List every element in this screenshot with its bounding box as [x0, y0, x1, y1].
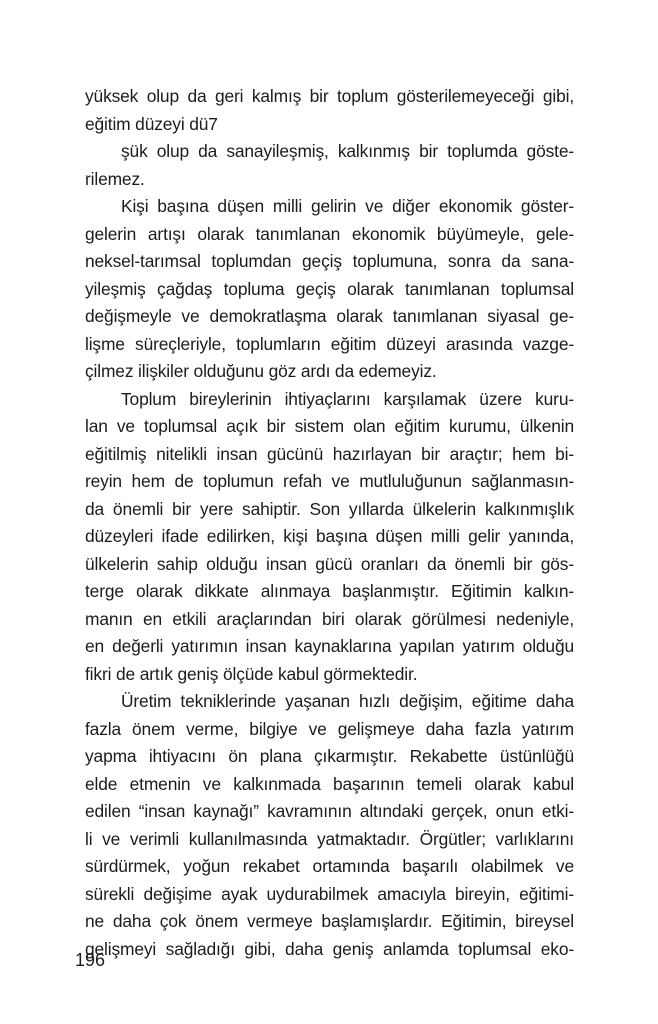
- text-line: eğitilmiş nitelikli insan gücünü hazırlayan bir araçtır; hem bi-: [85, 443, 574, 464]
- text-line: gelerin artışı olarak tanımlanan ekonomik büyümeyle, gele-: [85, 223, 574, 244]
- text-line: Üretim tekniklerinde yaşanan hızlı değişim, eğitime daha: [121, 691, 574, 711]
- paragraph-5: [85, 688, 574, 963]
- text-line: lişme süreçleriyle, toplumların eğitim düzeyi arasında vazge-: [85, 333, 574, 354]
- text-line: manın en etkili araçlarından biri olarak görülmesi nedeniyle,: [85, 608, 574, 629]
- text-line: düzeyleri ifade edilirken, kişi başına düşen milli gelir yanında,: [85, 526, 574, 546]
- text-line: eğitim düzeyi dü7: [85, 113, 218, 134]
- text-line: terge olarak dikkate alınmaya başlanmıştır. Eğitimin kalkın-: [85, 581, 574, 601]
- text-line: Toplum bireylerinin ihtiyaçlarını karşılamak üzere kuru-: [121, 388, 574, 409]
- text-line: li ve verimli kullanılmasında yatmaktadır. Örgütler; varlıklarını: [85, 828, 574, 849]
- text-line: değişmeyle ve demokratlaşma olarak tanımlanan siyasal ge-: [85, 306, 574, 326]
- text-line: çilmez ilişkiler olduğunu göz ardı da edemeyiz.: [85, 361, 437, 381]
- text-line: Kişi başına düşen milli gelirin ve diğer ekonomik göster-: [121, 196, 574, 216]
- paragraph-3: [85, 193, 574, 386]
- paragraph-2: [85, 138, 574, 193]
- text-line: şük olup da sanayileşmiş, kalkınmış bir toplumda göste-: [121, 141, 574, 161]
- text-line: ne daha çok önem vermeye başlamışlardır. Eğitimin, bireysel: [85, 911, 574, 931]
- text-line: lan ve toplumsal açık bir sistem olan eğitim kurumu, ülkenin: [85, 416, 574, 436]
- text-line: elde etmenin ve kalkınmada başarının temeli olarak kabul: [85, 773, 574, 794]
- text-line: ülkelerin sahip olduğu insan gücü oranları da önemli bir gös-: [85, 553, 574, 574]
- text-line: sürdürmek, yoğun rekabet ortamında başarılı olabilmek ve: [85, 856, 574, 876]
- text-line: da önemli bir yere sahiptir. Son yıllarda ülkelerin kalkınmışlık: [85, 498, 574, 519]
- text-line: neksel-tarımsal toplumdan geçiş toplumuna, sonra da sana-: [85, 251, 574, 271]
- text-line: reyin hem de toplumun refah ve mutluluğunun sağlanmasın-: [85, 471, 574, 491]
- text-line: yileşmiş çağdaş topluma geçiş olarak tanımlanan toplumsal: [85, 278, 574, 299]
- text-line: en değerli yatırımın insan kaynaklarına yapılan yatırım olduğu: [85, 636, 574, 656]
- paragraph-1: [85, 83, 574, 138]
- text-line: sürekli değişime ayak uydurabilmek amacıyla bireyin, eğitimi-: [85, 883, 574, 904]
- text-line: gelişmeyi sağladığı gibi, daha geniş anlamda toplumsal eko-: [85, 938, 574, 959]
- text-line: yüksek olup da geri kalmış bir toplum gösterilemeyeceği gibi,: [85, 86, 574, 106]
- text-line: fikri de artık geniş ölçüde kabul görmektedir.: [85, 663, 418, 684]
- text-line: rilemez.: [85, 168, 145, 189]
- page-number: 196: [75, 950, 106, 970]
- text-line: yapma ihtiyacını ön plana çıkarmıştır. Rekabette üstünlüğü: [85, 746, 574, 766]
- text-line: edilen “insan kaynağı” kavramının altındaki gerçek, onun etki-: [85, 801, 574, 821]
- paragraph-4: [85, 386, 574, 689]
- text-line: fazla önem verme, bilgiye ve gelişmeye daha fazla yatırım: [85, 718, 574, 739]
- body-text: [85, 83, 574, 963]
